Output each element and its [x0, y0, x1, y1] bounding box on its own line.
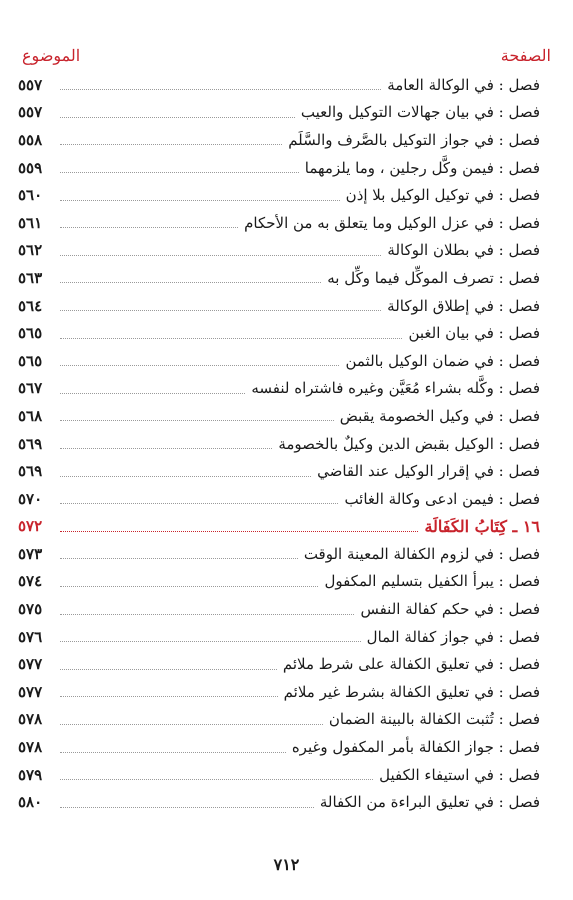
toc-chapter-heading: [18, 513, 540, 541]
toc-entry-page: ٥٧٧: [18, 682, 43, 701]
toc-entry-page: ٥٥٧: [18, 103, 43, 122]
dot-leader: [60, 669, 277, 670]
toc-entry-topic: فصل : فيمن ادعى وكالة الغائب: [344, 489, 540, 508]
toc-entry-topic: فصل : في إقرار الوكيل عند القاضي: [317, 462, 540, 481]
toc-entry-page: ٥٦٤: [18, 296, 43, 315]
dot-leader: [60, 393, 245, 394]
toc-entry-topic: فصل : في بيان جهالات التوكيل والعيب: [300, 103, 540, 122]
toc-entry-page: ٥٧٩: [18, 765, 43, 784]
page-column-label: الصفحة: [500, 45, 551, 65]
toc-entry-topic: فصل : فيمن وكَّل رجلين ، وما يلزمهما: [304, 158, 540, 177]
toc-entry: [18, 292, 540, 320]
toc-entry: [18, 264, 540, 292]
toc-entry-topic: فصل : في جواز كفالة المال: [366, 627, 540, 646]
toc-entry-page: ٥٧٦: [18, 627, 43, 646]
toc-entry-topic: فصل : في حكم كفالة النفس: [360, 600, 540, 619]
dot-leader: [60, 531, 418, 532]
toc-entry: [18, 678, 540, 706]
toc-entry: [18, 788, 540, 816]
toc-entry-topic: فصل : جواز الكفالة بأمر المكفول وغيره: [291, 738, 540, 757]
dot-leader: [60, 503, 338, 504]
dot-leader: [60, 641, 361, 642]
toc-entry: [18, 71, 540, 99]
toc-entry: [18, 650, 540, 678]
toc-entry-page: ٥٧٤: [18, 572, 43, 591]
toc-entry-topic: فصل : وكَّله بشراء مُعَيَّن وغيره فاشتراه لنفسه: [251, 379, 540, 398]
toc-entry-topic: فصل : في بيان الغبن: [408, 324, 540, 343]
toc-entry: [18, 402, 540, 430]
dot-leader: [60, 558, 298, 559]
dot-leader: [60, 282, 321, 283]
toc-entry-page: ٥٦٨: [18, 406, 43, 425]
dot-leader: [60, 696, 278, 697]
dot-leader: [60, 200, 340, 201]
toc-entry: [18, 733, 540, 761]
toc-entry: [18, 595, 540, 623]
toc-entry-topic: فصل : تُثبت الكفالة بالبينة الضمان: [328, 710, 540, 729]
dot-leader: [60, 779, 373, 780]
toc-entry-page: ٥٦٣: [18, 268, 43, 287]
toc-entry: [18, 623, 540, 651]
toc-entry-topic: فصل : في الوكالة العامة: [387, 75, 540, 94]
toc-entry-topic: فصل : الوكيل بقبض الدين وكيلٌ بالخصومة: [278, 434, 540, 453]
toc-entry: [18, 485, 540, 513]
toc-entry: [18, 181, 540, 209]
toc-entry-page: ٥٧٣: [18, 544, 43, 563]
toc-entry-page: ٥٧٢: [18, 517, 43, 536]
toc-entry: [18, 568, 540, 596]
toc-entry-page: ٥٦٥: [18, 324, 43, 343]
dot-leader: [60, 144, 282, 145]
toc-entry-topic: فصل : في ضمان الوكيل بالثمن: [345, 351, 540, 370]
toc-entry-page: ٥٧٠: [18, 489, 43, 508]
toc-entry: [18, 126, 540, 154]
toc-entry: [18, 347, 540, 375]
toc-entry-topic: فصل : في تعليق البراءة من الكفالة: [319, 793, 540, 812]
toc-header: [22, 42, 551, 68]
toc-entry-page: ٥٦٥: [18, 351, 43, 370]
toc-entry: [18, 540, 540, 568]
toc-entry: [18, 761, 540, 789]
toc-entry: [18, 375, 540, 403]
toc-entry-page: ٥٦١: [18, 213, 43, 232]
toc-entry-page: ٥٦٢: [18, 241, 43, 260]
dot-leader: [60, 614, 354, 615]
toc-entry-topic: ١٦ ـ كِتَابُ الكَفَالَة: [424, 516, 540, 536]
toc-entry-page: ٥٧٨: [18, 710, 43, 729]
toc-entry-page: ٥٧٨: [18, 738, 43, 757]
toc-entry-topic: فصل : في تعليق الكفالة بشرط غير ملائم: [283, 682, 540, 701]
toc-entry-page: ٥٦٩: [18, 462, 43, 481]
toc-entry-topic: فصل : في وكيل الخصومة يقبض: [339, 406, 540, 425]
toc-entry: [18, 237, 540, 265]
toc-entry: [18, 209, 540, 237]
toc-entry-topic: فصل : تصرف الموكِّل فيما وكِّل به: [327, 268, 540, 287]
dot-leader: [60, 227, 238, 228]
dot-leader: [60, 365, 339, 366]
dot-leader: [60, 255, 381, 256]
toc-entry-topic: فصل : في بطلان الوكالة: [387, 241, 540, 260]
toc-entry-page: ٥٥٩: [18, 158, 43, 177]
toc-list: [18, 71, 540, 816]
toc-entry-page: ٥٨٠: [18, 793, 43, 812]
toc-entry-page: ٥٥٧: [18, 75, 43, 94]
page-number: ٧١٢: [273, 855, 300, 874]
dot-leader: [60, 752, 286, 753]
toc-entry: [18, 319, 540, 347]
toc-entry-topic: فصل : في استيفاء الكفيل: [379, 765, 540, 784]
dot-leader: [60, 476, 311, 477]
toc-entry-topic: فصل : في توكيل الوكيل بلا إذن: [345, 186, 540, 205]
toc-entry-topic: فصل : في جواز التوكيل بالصَّرف والسَّلَم: [288, 130, 540, 149]
dot-leader: [60, 117, 295, 118]
toc-entry-page: ٥٧٥: [18, 600, 43, 619]
dot-leader: [60, 724, 323, 725]
dot-leader: [60, 586, 318, 587]
dot-leader: [60, 420, 334, 421]
toc-entry: [18, 457, 540, 485]
toc-entry-page: ٥٦٧: [18, 379, 43, 398]
toc-entry: [18, 430, 540, 458]
toc-entry-topic: فصل : في لزوم الكفالة المعينة الوقت: [303, 544, 540, 563]
toc-entry-topic: فصل : في عزل الوكيل وما يتعلق به من الأحكام: [244, 213, 540, 232]
dot-leader: [60, 172, 299, 173]
dot-leader: [60, 89, 381, 90]
toc-entry-page: ٥٥٨: [18, 130, 43, 149]
dot-leader: [60, 310, 381, 311]
toc-entry: [18, 154, 540, 182]
toc-entry: [18, 706, 540, 734]
toc-entry-topic: فصل : في تعليق الكفالة على شرط ملائم: [282, 655, 540, 674]
dot-leader: [60, 448, 272, 449]
toc-entry-page: ٥٦٠: [18, 186, 43, 205]
toc-entry-topic: فصل : في إطلاق الوكالة: [387, 296, 540, 315]
topic-column-label: الموضوع: [22, 45, 81, 65]
dot-leader: [60, 338, 402, 339]
toc-entry-topic: فصل : يبرأ الكفيل بتسليم المكفول: [324, 572, 540, 591]
toc-entry-page: ٥٧٧: [18, 655, 43, 674]
toc-entry: [18, 99, 540, 127]
dot-leader: [60, 807, 314, 808]
toc-entry-page: ٥٦٩: [18, 434, 43, 453]
